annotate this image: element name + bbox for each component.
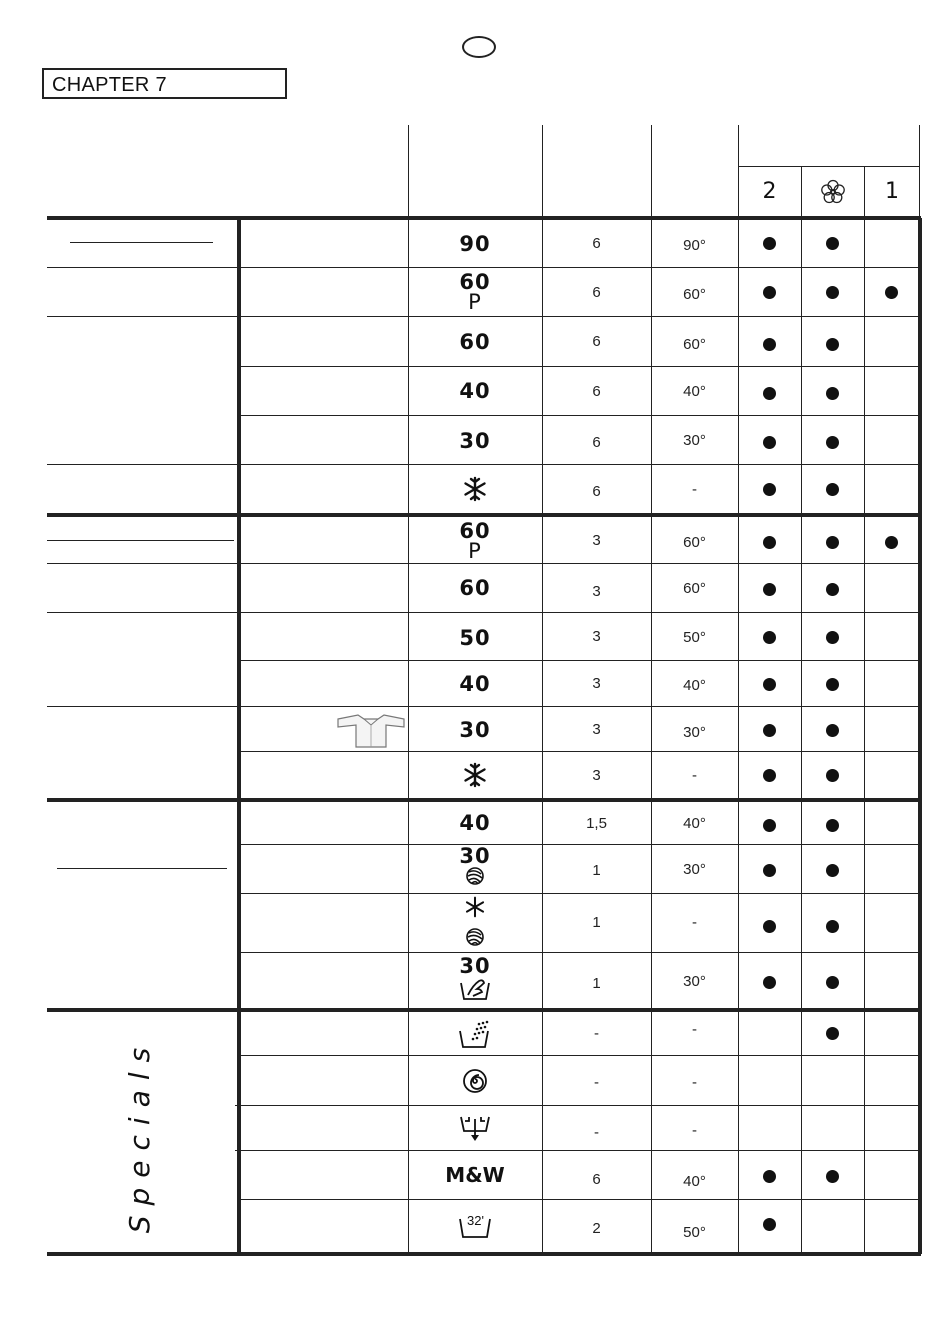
specials-label: Specials [123, 1037, 157, 1233]
max-load: 6 [592, 482, 601, 500]
program-wool-cold [408, 896, 542, 952]
column-divider [918, 218, 922, 1254]
handwash-icon [459, 977, 491, 1007]
drawer-2-dot [738, 955, 801, 1009]
section-rule [47, 513, 921, 517]
program-wool-30: 30 [408, 845, 542, 893]
wash-temp: 60° [683, 533, 706, 551]
drawer-2-dot [738, 614, 801, 660]
wash-temp: - [692, 480, 697, 498]
group-rule [47, 612, 237, 613]
drawer-2-dot [738, 1152, 801, 1200]
max-load: 6 [592, 1170, 601, 1188]
max-load: 3 [592, 675, 601, 692]
wool-icon [464, 866, 486, 892]
shirt-icon [336, 713, 406, 754]
softener-dot [801, 846, 864, 894]
drawer-2-dot [738, 369, 801, 417]
softener-dot [801, 752, 864, 798]
wash-temp: 50° [683, 1223, 706, 1241]
column-divider [864, 218, 865, 1254]
drawer-2-dot [738, 220, 801, 267]
softener-dot [801, 804, 864, 846]
softener-dot [801, 955, 864, 1009]
rinse-icon [408, 1012, 542, 1055]
language-mark [462, 36, 496, 58]
drawer-2-dot [738, 1198, 801, 1250]
header-divider [408, 125, 409, 217]
softener-dot [801, 565, 864, 613]
wash-temp: 30° [683, 723, 706, 741]
max-load: 3 [592, 627, 601, 645]
wash-temp: 60° [683, 336, 706, 353]
wash-temp: 40° [683, 382, 706, 400]
program-temp-60: 60 [459, 329, 491, 354]
softener-dot [801, 898, 864, 954]
max-load: 3 [592, 720, 601, 738]
snowflake-icon [464, 896, 486, 924]
drawer-2-dot [738, 752, 801, 798]
drawer-2-dot [738, 565, 801, 613]
program-temp-30: 30 [459, 718, 491, 742]
wash-temp: - [692, 1021, 697, 1038]
max-load: 1,5 [586, 814, 607, 832]
softener-dot [801, 418, 864, 466]
wash-temp: 30° [683, 431, 706, 449]
program-temp-50: 50 [459, 626, 491, 650]
group-rule [47, 706, 237, 707]
max-load: 6 [592, 333, 601, 350]
group-rule [70, 242, 213, 243]
wash-temp: - [692, 1074, 697, 1091]
max-load: 6 [592, 283, 601, 301]
softener-dot [801, 320, 864, 369]
group-rule [47, 464, 237, 465]
wash-temp: 90° [683, 237, 706, 254]
max-load: - [594, 1123, 599, 1141]
program-temp-40: 40 [459, 811, 491, 835]
program-temp-40: 40 [459, 379, 491, 403]
softener-dot [801, 708, 864, 752]
column-divider [237, 218, 241, 1254]
chapter-label: CHAPTER 7 [42, 68, 287, 99]
drawer-2-dot [738, 846, 801, 894]
softener-dot [801, 268, 864, 316]
quick-32-label: 32' [467, 1213, 484, 1228]
drawer-2-dot [738, 804, 801, 846]
snowflake-icon [408, 465, 542, 513]
max-load: 1 [592, 861, 601, 879]
wash-temp: 30° [683, 972, 706, 990]
drawer-1-dot [864, 519, 918, 565]
wash-temp: 60° [683, 579, 706, 597]
program-temp-60p: 60 P [459, 270, 491, 314]
drain-icon [408, 1106, 542, 1150]
group-rule [47, 563, 237, 564]
max-load: 6 [592, 235, 601, 252]
softener-dot [801, 1152, 864, 1200]
group-rule [47, 267, 237, 268]
group-rule [57, 868, 227, 869]
max-load: 3 [592, 582, 601, 600]
drawer-2-dot [738, 418, 801, 466]
program-temp-90: 90 [459, 231, 491, 256]
drawer-2-dot [738, 519, 801, 565]
spin-icon [408, 1056, 542, 1105]
program-handwash-30: 30 [408, 954, 542, 1008]
program-mixed-wash: M&W [445, 1163, 505, 1187]
wash-temp: - [692, 1121, 697, 1139]
header-divider [542, 125, 543, 217]
max-load: 6 [592, 382, 601, 400]
wash-temp: 40° [683, 1172, 706, 1190]
snowflake-icon [408, 752, 542, 798]
drawer-1-header: 1 [885, 179, 899, 204]
max-load: 1 [592, 913, 601, 931]
softener-dot [801, 220, 864, 267]
max-load: 3 [592, 531, 601, 549]
row-rule [241, 1055, 919, 1056]
drawer-2-dot [738, 898, 801, 954]
softener-dot [801, 662, 864, 707]
header-divider [651, 125, 652, 217]
program-temp-40: 40 [459, 671, 491, 696]
drawer-2-dot [738, 268, 801, 316]
group-rule [47, 316, 237, 317]
flower-icon [801, 166, 864, 217]
drawer-1-dot [864, 268, 918, 316]
softener-dot [801, 614, 864, 660]
softener-dot [801, 465, 864, 513]
wash-temp: - [692, 766, 697, 784]
wash-temp: 60° [683, 285, 706, 303]
program-temp-60p: 60 P [459, 518, 491, 563]
group-rule [47, 540, 234, 541]
max-load: 3 [592, 766, 601, 784]
drawer-2-dot [738, 662, 801, 707]
softener-dot [801, 519, 864, 565]
softener-dot [801, 369, 864, 417]
max-load: 6 [592, 433, 601, 451]
wool-icon [464, 927, 486, 953]
drawer-2-dot [738, 708, 801, 752]
wash-temp: 40° [683, 677, 706, 694]
table-bottom-rule [47, 1252, 921, 1256]
softener-dot [801, 1012, 864, 1055]
drawer-2-dot [738, 465, 801, 513]
max-load: 1 [592, 974, 601, 992]
max-load: 2 [592, 1219, 601, 1237]
wash-temp: 30° [683, 860, 706, 878]
program-temp-30: 30 [459, 429, 491, 453]
wash-temp: 50° [683, 628, 706, 646]
program-temp-60: 60 [459, 576, 491, 600]
wash-temp: 40° [683, 814, 706, 832]
drawer-2-header: 2 [762, 179, 777, 204]
max-load: - [594, 1025, 599, 1042]
quick-32-icon [408, 1200, 542, 1252]
max-load: - [594, 1074, 599, 1091]
drawer-2-dot [738, 320, 801, 369]
wash-temp: - [692, 913, 697, 931]
